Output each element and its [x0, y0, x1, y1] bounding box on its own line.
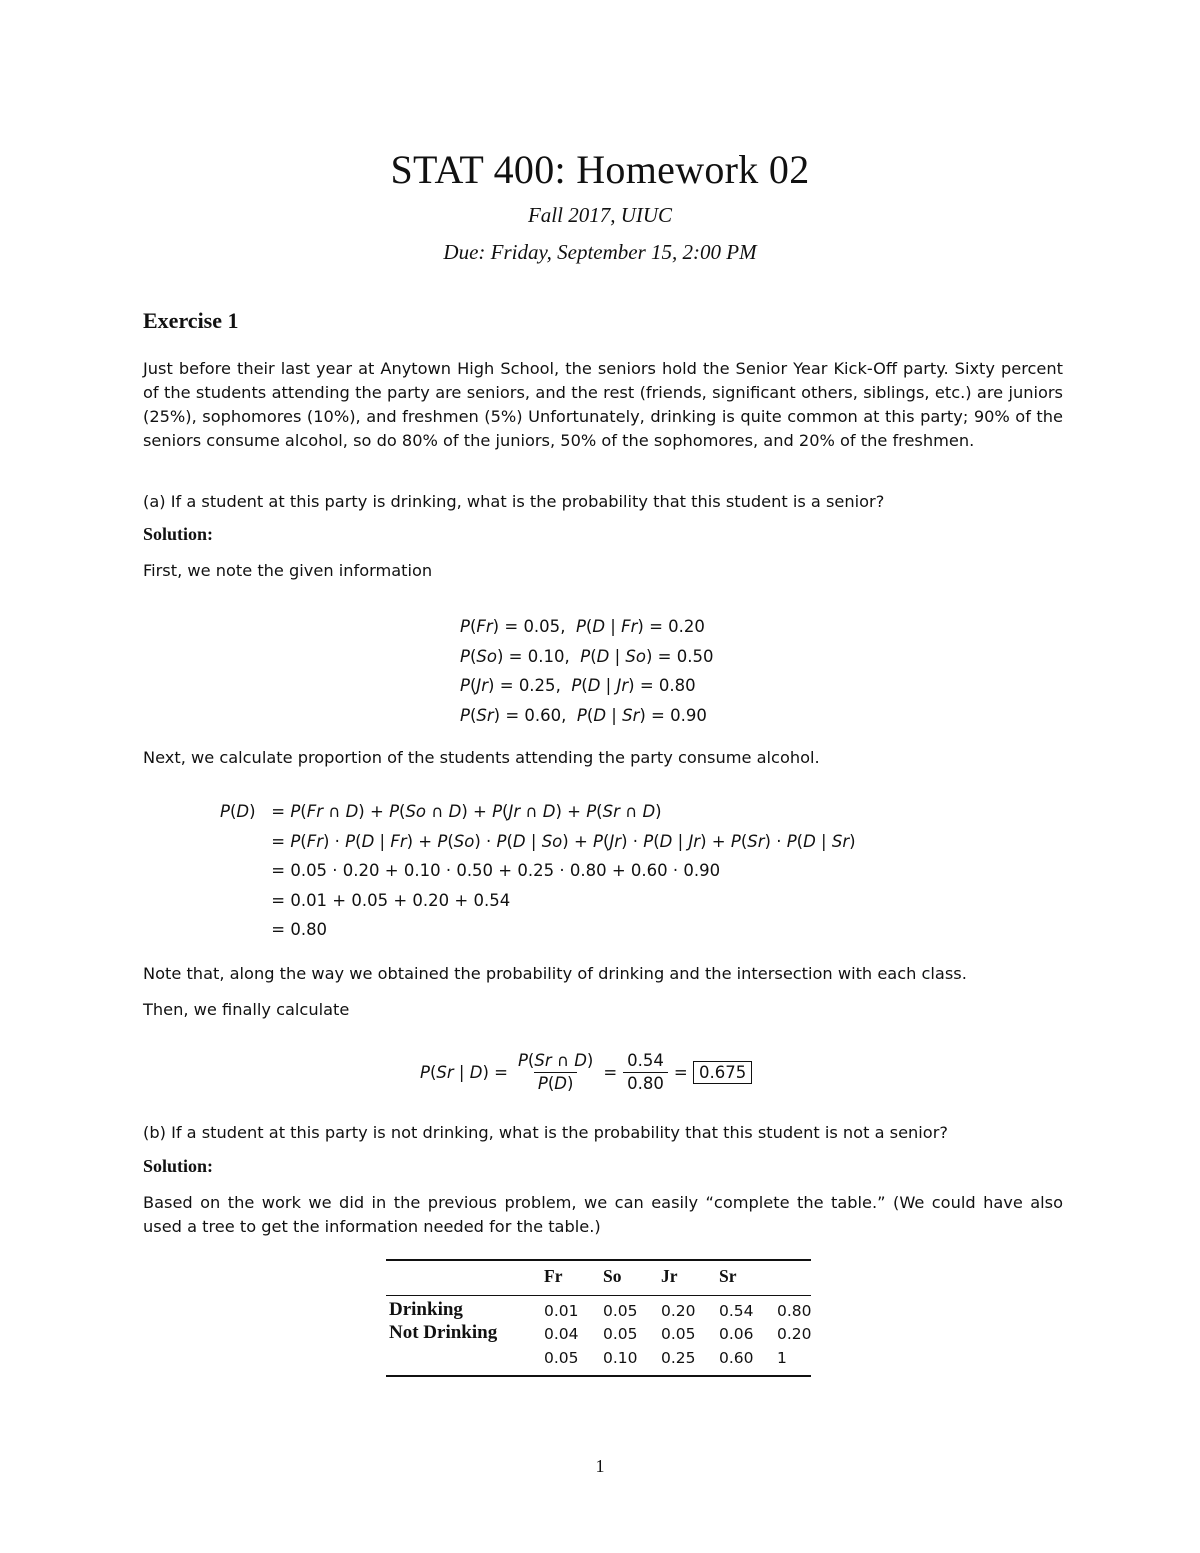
bayes-formula: P(Sr | D) = $\frac{P(Sr \cap D)}{P(D)}$ = $\frac{0.54}{0.80}$ = 0.675	[420, 1044, 752, 1100]
table-cell: 0.05	[603, 1302, 638, 1320]
course-term: Fall 2017, UIUC	[527, 203, 673, 227]
given-row: P(Fr) = 0.05, P(D | Fr) = 0.20	[460, 617, 705, 636]
exercise-heading: Exercise 1	[143, 308, 239, 333]
table-cell: 0.54	[719, 1302, 754, 1320]
table-cell: 0.80	[777, 1302, 812, 1320]
given-row: P(So) = 0.10, P(D | So) = 0.50	[460, 646, 714, 666]
table-row-label: Drinking	[389, 1299, 463, 1320]
derivation-line: = 0.01 + 0.05 + 0.20 + 0.54	[271, 890, 511, 910]
table-row-label: Not Drinking	[389, 1322, 498, 1343]
table-cell: 0.10	[603, 1349, 638, 1367]
part-b-text: Based on the work we did in the previous problem, we can easily “complete the table.” (We could have also used a tree to get the information needed for the table.)	[143, 1193, 1063, 1236]
table-header-so: So	[603, 1266, 622, 1286]
page-number: 1	[595, 1456, 605, 1476]
part-b-question: If a student at this party is not drinking, what is the probability that this student is not a senior?	[171, 1123, 948, 1142]
exercise-intro: Just before their last year at Anytown High School, the seniors hold the Senior Year Kick-Off party. Sixty percent of the students attending the party are seniors, and the rest (friends, significant others, siblings, etc.) are juniors (25%), sophomores (10%), and freshmen (5%) Unfortunately, drinking is quite common at this party; 90% of the seniors consume alcohol, so do 80% of the juniors, 50% of the sophomores, and 20% of the freshmen.	[143, 359, 1063, 450]
table-top-rule	[386, 1259, 811, 1261]
part-b-label: (b)	[143, 1123, 166, 1142]
table-cell: 0.04	[544, 1325, 579, 1343]
table-cell: 1	[777, 1349, 787, 1367]
table-cell: 0.05	[603, 1325, 638, 1343]
given-row: P(Jr) = 0.25, P(D | Jr) = 0.80	[460, 676, 696, 695]
boxed-answer: 0.675	[693, 1061, 752, 1084]
part-a-solution-label: Solution:	[143, 524, 214, 544]
table-cell: 0.25	[661, 1349, 696, 1367]
part-a-question: If a student at this party is drinking, what is the probability that this student is a senior?	[170, 492, 885, 511]
then-text: Then, we finally calculate	[143, 1000, 350, 1019]
derivation-line: = P(Fr) · P(D | Fr) + P(So) · P(D | So) + P(Jr) · P(D | Jr) + P(Sr) · P(D | Sr)	[266, 831, 856, 851]
numeric-fraction: $\frac{0.54}{0.80}$	[623, 1050, 668, 1095]
table-cell: 0.60	[719, 1349, 754, 1367]
table-header-fr: Fr	[544, 1266, 563, 1286]
table-header-jr: Jr	[661, 1266, 678, 1286]
part-b-question-line	[143, 1121, 1063, 1145]
derivation-line: = 0.05 · 0.20 + 0.10 · 0.50 + 0.25 · 0.80 + 0.60 · 0.90	[271, 861, 721, 880]
table-cell: 0.01	[544, 1302, 579, 1320]
note-text: Note that, along the way we obtained the probability of drinking and the intersection with each class.	[143, 964, 967, 983]
derivation-line: = 0.80	[271, 920, 328, 939]
table-cell: 0.20	[661, 1302, 696, 1320]
table-bottom-rule	[386, 1375, 811, 1377]
table-header-sr: Sr	[719, 1266, 737, 1286]
due-date: Due: Friday, September 15, 2:00 PM	[443, 240, 757, 264]
part-b-solution-label: Solution:	[143, 1156, 214, 1176]
table-cell: 0.20	[777, 1325, 812, 1343]
given-information	[460, 612, 714, 730]
total-probability-derivation	[220, 797, 856, 945]
given-row: P(Sr) = 0.60, P(D | Sr) = 0.90	[460, 705, 707, 725]
table-cell: 0.05	[544, 1349, 579, 1367]
document-title: STAT 400: Homework 02	[390, 147, 810, 192]
part-a-label: (a)	[143, 492, 166, 511]
table-mid-rule	[386, 1295, 811, 1296]
given-intro: First, we note the given information	[143, 561, 433, 580]
part-a-question-line	[143, 490, 1063, 514]
next-text: Next, we calculate proportion of the students attending the party consume alcohol.	[143, 748, 820, 767]
table-cell: 0.06	[719, 1325, 754, 1343]
table-cell: 0.05	[661, 1325, 696, 1343]
derivation-line: P(D) = P(Fr ∩ D) + P(So ∩ D) + P(Jr ∩ D) + P(Sr ∩ D)	[220, 802, 662, 821]
bayes-fraction: $\frac{P(Sr \cap D)}{P(D)}$	[517, 1050, 594, 1093]
